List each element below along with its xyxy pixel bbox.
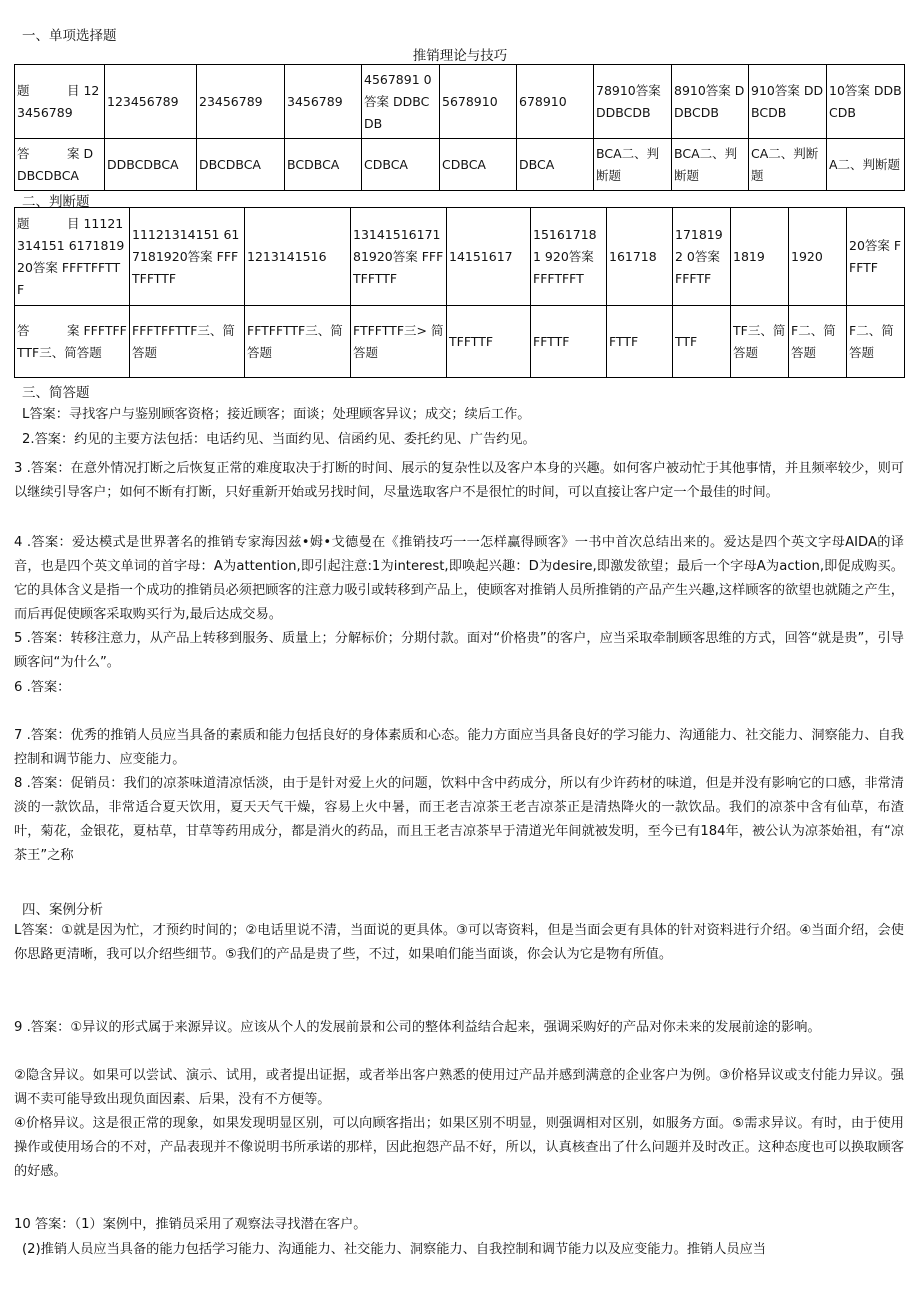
table-cell: BCA二、判断题 (672, 139, 749, 191)
case-answer-10-part-1: 10 答案：（1）案例中，推销员采用了观察法寻找潜在客户。 (14, 1217, 367, 1232)
case-answer-9-part-3: ④价格异议。这是很正常的现象，如果发现明显区别，可以向顾客指出；如果区别不明显，则强调相对区别，如服务方面。⑤需求异议。有时，由于使用操作或使用场合的不对，产品表现并不像说明书所承诺的那样，因此抱怨产品不好，所以，认真核查出了什么问题并及时改正。这种态度也可以换取顾客的好感。 (14, 1116, 904, 1179)
table-cell: 14151617 (447, 208, 531, 306)
table-cell: 161718 (607, 208, 673, 306)
table-cell: DBCDBCA (197, 139, 285, 191)
table-cell: 答 案 DDBCDBCA (15, 139, 105, 191)
section-heading-true-false: 二、判断题 (22, 194, 90, 210)
table-cell: 20答案 FFFTF (847, 208, 905, 306)
table-cell: 1213141516 (245, 208, 351, 306)
table-cell: FFTFFTTF三、简答题 (245, 306, 351, 378)
table-cell: DBCA (517, 139, 594, 191)
answer-paragraph-8: 8 .答案：促销员：我们的凉茶味道清凉恬淡，由于是针对爱上火的问题，饮料中含中药成分，所以有少许药材的味道，但是并没有影响它的口感，非常清淡的一款饮品，非常适合夏天饮用，夏天天气干燥，容易上火中暑，而王老吉凉茶王老吉凉茶正是清热降火的一款饮品。我们的凉茶中含有仙草，布渣叶，菊花，金银花，夏枯草，甘草等药用成分，都是消火的药品，而且王老吉凉茶早于清道光年间就被发明，至今已有184年，被公认为凉茶始祖，有“凉茶王”之称 (14, 776, 904, 863)
table-cell: F二、简答题 (847, 306, 905, 378)
table-cell: FTFFTTF三> 简答题 (351, 306, 447, 378)
case-answer-1: L答案：①就是因为忙，才预约时间的；②电话里说不清，当面说的更具体。③可以寄资料，但是当面会更有具体的针对资料进行介绍。④当面介绍，会使你思路更清晰，我可以介绍些细节。⑤我们的产品是贵了些，不过，如果咱们能当面谈，你会认为它是物有所值。 (14, 923, 904, 962)
table-cell: F二、简答题 (789, 306, 847, 378)
case-answer-9-part-1: 9 .答案：①异议的形式属于来源异议。应该从个人的发展前景和公司的整体利益结合起来，强调采购好的产品对你未来的发展前途的影响。 (14, 1020, 821, 1035)
table-cell: TTF (673, 306, 731, 378)
section-heading-single-choice: 一、单项选择题 (22, 28, 117, 44)
answer-paragraph-3: 3 .答案：在意外情况打断之后恢复正常的难度取决于打断的时间、展示的复杂性以及客户本身的兴趣。如何客户被动忙于其他事情，并且频率较少，则可以继续引导客户；如何不断有打断，只好重新开始或另找时间，尽量选取客户不是很忙的时间，可以直接让客户定一个最佳的时间。 (14, 461, 904, 500)
case-answer-10-part-2: (2)推销人员应当具备的能力包括学习能力、沟通能力、社交能力、洞察能力、自我控制和调节能力以及应变能力。推销人员应当 (22, 1242, 766, 1257)
table-cell: TF三、简答题 (731, 306, 789, 378)
table-cell: CDBCA (440, 139, 517, 191)
table-cell: 910答案 DDBCDB (749, 65, 827, 139)
table-cell: 答 案 FFFTFFTTF三、简答题 (15, 306, 130, 378)
table-cell: 3456789 (285, 65, 362, 139)
table-cell: BCDBCA (285, 139, 362, 191)
table-cell: 678910 (517, 65, 594, 139)
table-cell: 8910答案 DDBCDB (672, 65, 749, 139)
table-row (15, 139, 905, 191)
table-cell: 123456789 (105, 65, 197, 139)
table-cell: 1718192 0答案 FFFTF (673, 208, 731, 306)
answer-paragraph-1: L答案：寻找客户与鉴别顾客资格；接近顾客；面谈；处理顾客异议；成交；续后工作。 (22, 407, 531, 422)
table-cell: 1920 (789, 208, 847, 306)
answer-table-true-false (14, 207, 905, 378)
table-row (15, 65, 905, 139)
answer-paragraph-2: 2.答案：约见的主要方法包括：电话约见、当面约见、信函约见、委托约见、广告约见。 (22, 432, 536, 447)
answer-table-single-choice (14, 64, 905, 191)
answer-paragraph-6: 6 .答案： (14, 680, 71, 695)
table-cell: BCA二、判断题 (594, 139, 672, 191)
table-cell: 5678910 (440, 65, 517, 139)
table-cell: FFFTFFTTF三、简答题 (130, 306, 245, 378)
answer-paragraph-7: 7 .答案：优秀的推销人员应当具备的素质和能力包括良好的身体素质和心态。能力方面应当具备良好的学习能力、沟通能力、社交能力、洞察能力、自我控制和调节能力、应变能力。 (14, 728, 904, 767)
table-cell: 题 目 11121314151 617181920答案 FFFTFFTTF (15, 208, 130, 306)
section-heading-short-answer: 三、简答题 (22, 385, 90, 401)
table-row (15, 306, 905, 378)
table-cell: A二、判断题 (827, 139, 905, 191)
table-cell: 23456789 (197, 65, 285, 139)
document-title: 推销理论与技巧 (412, 48, 508, 64)
table-cell: 4567891 0答案 DDBCDB (362, 65, 440, 139)
table-cell: 78910答案 DDBCDB (594, 65, 672, 139)
table-cell: 题 目 123456789 (15, 65, 105, 139)
table-cell: 10答案 DDBCDB (827, 65, 905, 139)
table-cell: FFTTF (531, 306, 607, 378)
case-answer-9-part-2: ②隐含异议。如果可以尝试、演示、试用，或者提出证据，或者举出客户熟悉的使用过产品并感到满意的企业客户为例。③价格异议或支付能力异议。强调不卖可能导致出现负面因素、后果，没有不方便等。 (14, 1068, 904, 1107)
answer-paragraph-5: 5 .答案：转移注意力，从产品上转移到服务、质量上；分解标价；分期付款。面对“价格贵”的客户，应当采取牵制顾客思维的方式，回答“就是贵”，引导顾客问“为什么”。 (14, 631, 904, 670)
table-cell: 11121314151 617181920答案 FFFTFFTTF (130, 208, 245, 306)
table-cell: FTTF (607, 306, 673, 378)
table-row (15, 208, 905, 306)
table-cell: 1819 (731, 208, 789, 306)
table-cell: 13141516171 81920答案 FFFTFFTTF (351, 208, 447, 306)
section-heading-case-analysis: 四、案例分析 (22, 902, 103, 918)
table-cell: CDBCA (362, 139, 440, 191)
table-cell: DDBCDBCA (105, 139, 197, 191)
answer-paragraph-4: 4 .答案：爱达模式是世界著名的推销专家海因兹•姆•戈德曼在《推销技巧一一怎样赢得顾客》一书中首次总结出来的。爱达是四个英文字母AIDA的译音，也是四个英文单词的首字母：A为attention,即引起注意:1为interest,即唤起兴趣：D为desire,即激发欲望；最后一个字母A为action,即促成购买。它的具体含义是指一个成功的推销员必须把顾客的注意力吸引或转移到产品上，使顾客对推销人员所推销的产品产生兴趣,这样顾客的欲望也就随之产生，而后再促使顾客采取购买行为,最后达成交易。 (14, 535, 904, 622)
table-cell: CA二、判断题 (749, 139, 827, 191)
table-cell: TFFTTF (447, 306, 531, 378)
table-cell: 151617181 920答案 FFFTFFT (531, 208, 607, 306)
